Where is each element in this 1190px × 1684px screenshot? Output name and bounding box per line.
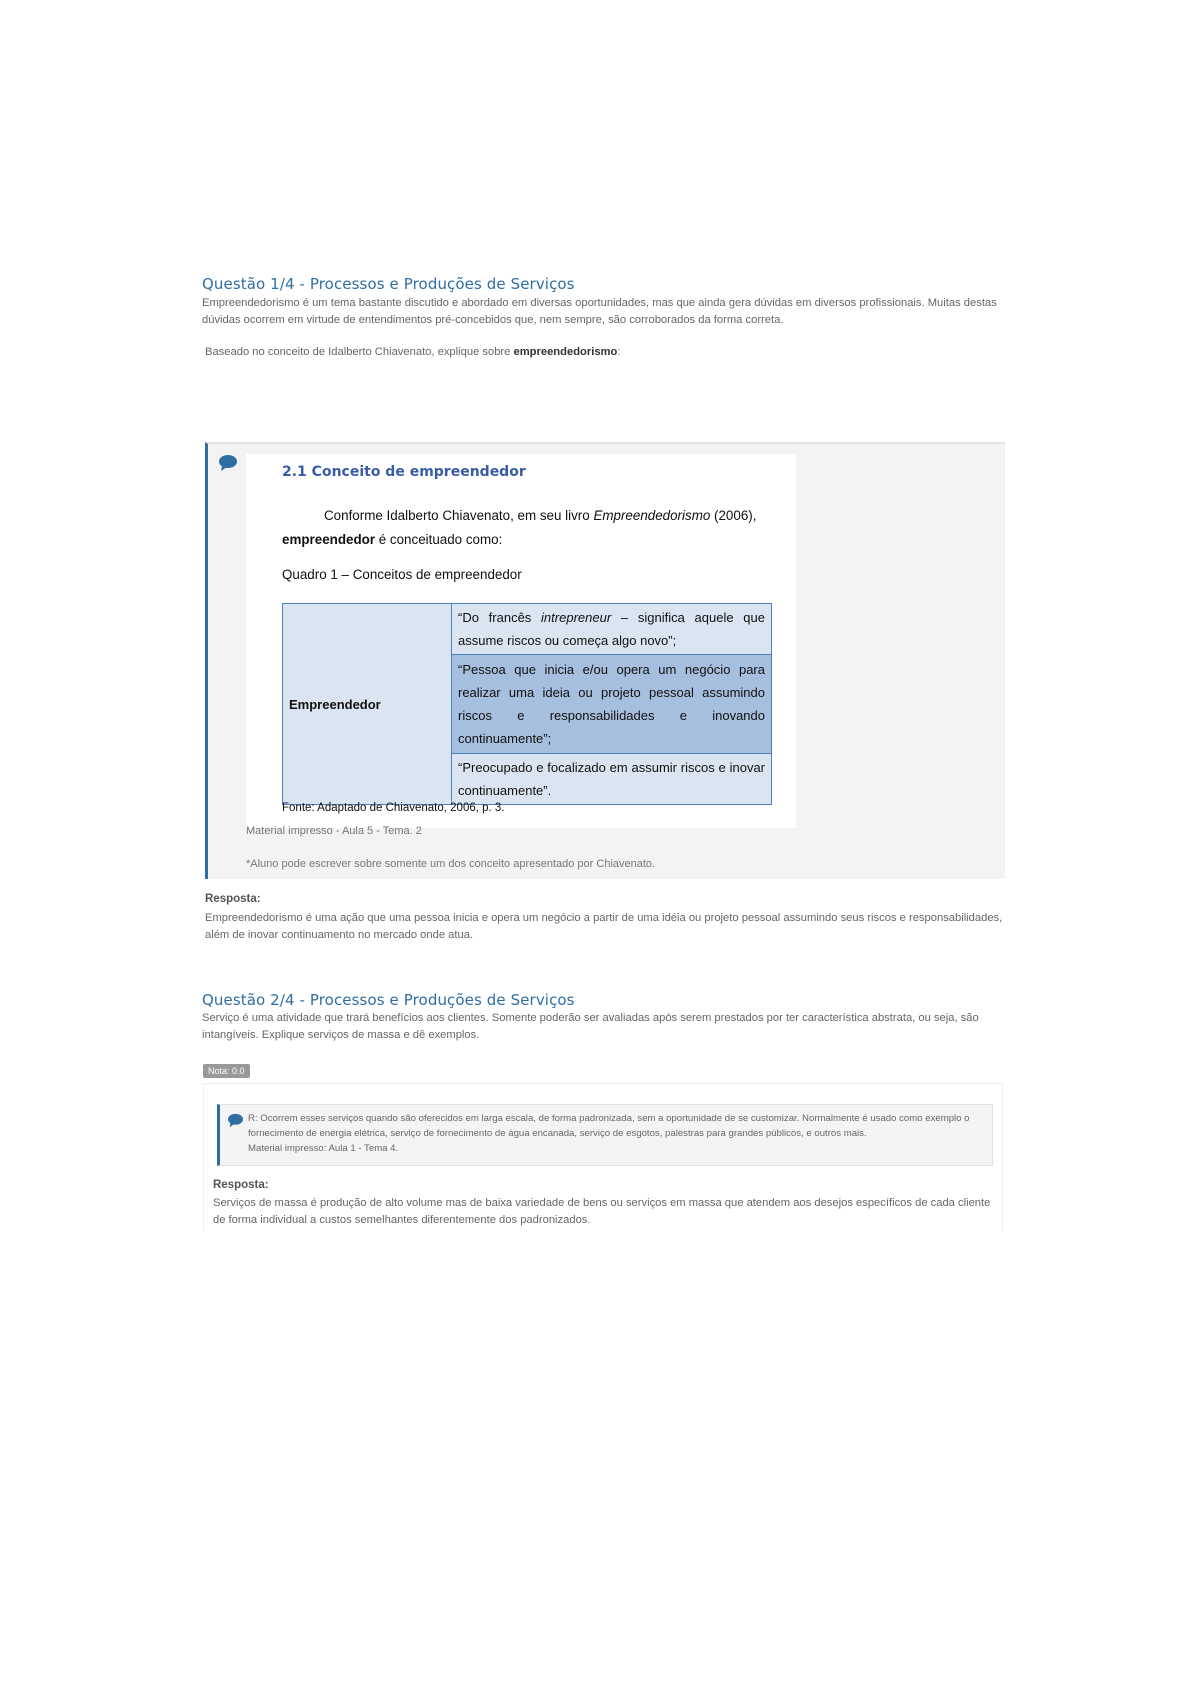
excerpt-para-bold: empreendedor	[282, 532, 376, 547]
excerpt-paragraph	[282, 504, 782, 552]
feedback-text: R: Ocorrem esses serviços quando são oferecidos em larga escala, de forma padronizada, sem a oportunidade de se customizar. Normalmente é usado como exemplo o fornecimento de energia elétrica, serviço de fornecimento de água encanada, serviço de esgotos, palestras para grandes públicos, e outros mais.	[248, 1113, 970, 1139]
question-2-answer-label: Resposta:	[213, 1179, 269, 1191]
question-1-prompt	[205, 344, 1010, 361]
comment-icon	[218, 454, 238, 472]
textbook-excerpt-image	[246, 454, 796, 828]
excerpt-para-start: Conforme Idalberto Chiavenato, em seu livro	[324, 508, 594, 523]
prompt-suffix: :	[617, 346, 621, 358]
excerpt-quadro-title: Quadro 1 – Conceitos de empreendedor	[282, 567, 522, 582]
feedback-note: *Aluno pode escrever sobre somente um dos conceito apresentado por Chiavenato.	[246, 858, 656, 870]
excerpt-para-mid: (2006),	[710, 508, 757, 523]
concepts-table	[282, 603, 772, 805]
prompt-prefix: Baseado no conceito de Idalberto Chiavenato, explique sobre	[205, 346, 514, 358]
question-1-answer-text: Empreendedorismo é uma ação que uma pessoa inicia e opera um negócio a partir de uma idéia ou projeto pessoal assumindo seus riscos e responsabilidades, além de inovar continuamento no mercado onde atua.	[205, 912, 1003, 941]
excerpt-fonte: Fonte: Adaptado de Chiavenato, 2006, p. 3.	[282, 802, 505, 814]
table-cell-2: “Pessoa que inicia e/ou opera um negócio para realizar uma ideia ou projeto pessoal assumindo riscos e responsabilidades e inovando continuamente”;	[452, 655, 772, 754]
row1-end: – significa aquele que assume riscos ou começa algo novo”;	[458, 610, 765, 648]
excerpt-heading: 2.1 Conceito de empreendedor	[282, 464, 526, 480]
row1-start: “Do francês	[458, 610, 542, 625]
excerpt-para-italic: Empreendedorismo	[593, 508, 711, 523]
question-2-text: Serviço é uma atividade que trará benefícios aos clientes. Somente poderão ser avaliadas após serem prestados por ter característica abstrata, ou seja, são intangíveis. Explique serviços de massa e dê exemplos.	[202, 1012, 979, 1041]
question-1-title: Questão 1/4 - Processos e Produções de Serviços	[202, 275, 575, 293]
comment-icon	[227, 1113, 244, 1128]
row1-italic: intrepreneur	[541, 610, 612, 625]
excerpt-para-end: é conceituado como:	[375, 532, 503, 547]
feedback-source: Material impresso - Aula 5 - Tema. 2	[246, 825, 422, 837]
question-2-feedback-panel	[203, 1083, 1003, 1231]
question-2-title: Questão 2/4 - Processos e Produções de Serviços	[202, 991, 575, 1009]
prompt-bold: empreendedorismo	[513, 346, 618, 358]
grade-badge: Nota: 0.0	[203, 1064, 250, 1078]
feedback-text-block	[248, 1111, 988, 1156]
table-cell-3: “Preocupado e focalizado em assumir riscos e inovar continuamente”.	[452, 754, 772, 805]
question-2-answer-text: Serviços de massa é produção de alto volume mas de baixa variedade de bens ou serviços em massa que atendem aos desejos específicos de cada cliente de forma individual a custos semelhantes diferentemente dos padronizados.	[213, 1197, 991, 1226]
table-row-header: Empreendedor	[283, 604, 452, 805]
question-1-feedback-box	[205, 442, 1005, 879]
question-2-feedback-box	[217, 1104, 993, 1166]
feedback-source: Material impresso: Aula 1 - Tema 4.	[248, 1143, 399, 1154]
question-1-answer-label: Resposta:	[205, 893, 261, 905]
question-1-text: Empreendedorismo é um tema bastante discutido e abordado em diversas oportunidades, mas que ainda gera dúvidas em diversos profissionais. Muitas destas dúvidas ocorrem em virtude de entendimentos pré-concebidos que, nem sempre, são corroborados da forma correta.	[202, 297, 997, 326]
table-cell-1	[452, 604, 772, 655]
